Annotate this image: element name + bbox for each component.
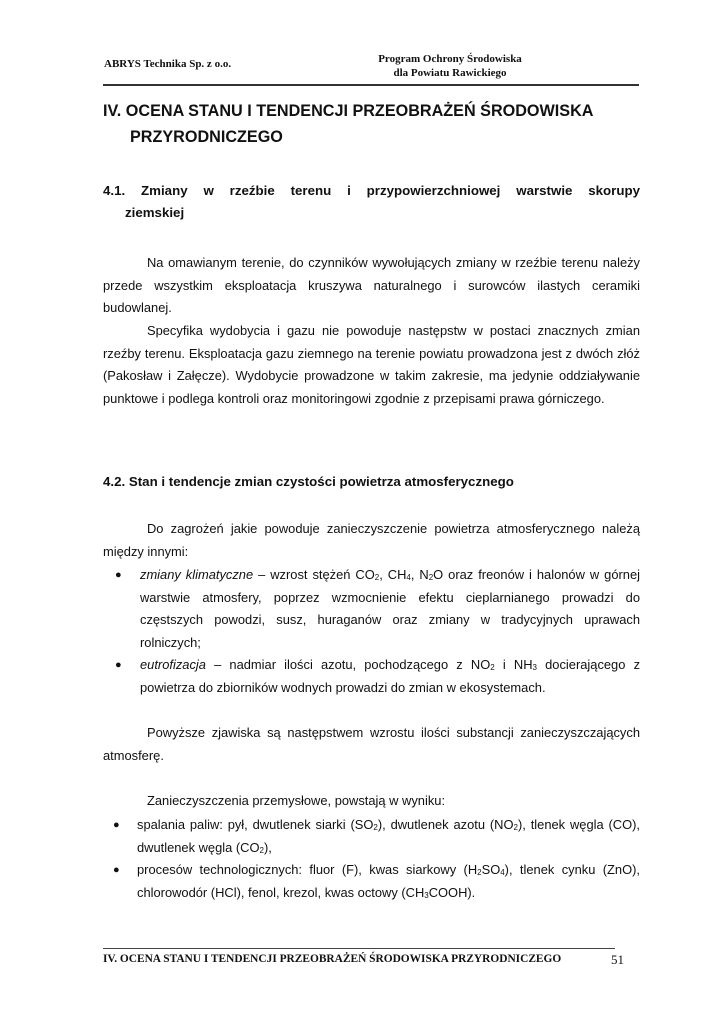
industrial-list bbox=[103, 814, 640, 904]
header-rule bbox=[103, 84, 639, 86]
page-number: 51 bbox=[611, 952, 624, 967]
header-program-line2: dla Powiatu Rawickiego bbox=[393, 67, 507, 79]
threats-list bbox=[103, 564, 640, 700]
footer-title: IV. OCENA STANU I TENDENCJI PRZEOBRAŻEŃ ŚRODOWISKA PRZYRODNICZEGO bbox=[103, 953, 562, 965]
section-4-2-title: 4.2. Stan i tendencje zmian czystości powietrza atmosferycznego bbox=[103, 474, 514, 489]
list-item: ● procesów technologicznych: fluor (F), kwas siarkowy $(H_2SO_4)$, tlenek cynku (ZnO), chlorowodór (HCl), fenol, krezol, kwas octowy $(CH_3COOH)$. bbox=[103, 859, 640, 904]
footer-rule bbox=[103, 948, 615, 949]
bullet-icon: ● bbox=[113, 819, 120, 831]
section-4-1-paragraph-2: Specyfika wydobycia i gazu nie powoduje następstw w postaci znacznych zmian rzeźby terenu. Eksploatacja gazu ziemnego na terenie powiatu prowadzona jest z dwóch złóż (Pakosław i Załęcze). Wydobycie prowadzone w takim zakresie, ma jedynie oddziaływanie punktowe i podlega kontroli oraz monitoringowi zgodnie z przepisami prawa górniczego. bbox=[103, 323, 640, 406]
section-4-1-paragraph-1: Na omawianym terenie, do czynników wywołujących zmiany w rzeźbie terenu należy przede wszystkim eksploatacja kruszywa naturalnego i surowców ilastych ceramiki budowlanej. bbox=[103, 255, 640, 316]
section-4-1-title: 4.1. Zmiany w rzeźbie terenu i przypowierzchniowej warstwie skorupy bbox=[103, 183, 640, 198]
term: eutrofizacja bbox=[140, 657, 206, 673]
header-company: ABRYS Technika Sp. z o.o. bbox=[104, 58, 232, 70]
list-item: ● spalania paliw: pył, dwutlenek siarki $(SO_2)$, dwutlenek azotu $(NO_2)$, tlenek węgla (CO), dwutlenek węgla $(CO_2)$, bbox=[103, 814, 640, 859]
chapter-title-line1: IV. OCENA STANU I TENDENCJI PRZEOBRAŻEŃ ŚRODOWISKA bbox=[103, 102, 594, 120]
bullet-icon: ● bbox=[113, 864, 120, 877]
bullet-icon: ● bbox=[115, 659, 122, 672]
header-program-line1: Program Ochrony Środowiska bbox=[378, 53, 522, 65]
term: zmiany klimatyczne bbox=[140, 567, 254, 582]
effects-paragraph: Powyższe zjawiska są następstwem wzrostu ilości substancji zanieczyszczających atmosferę. bbox=[103, 725, 640, 763]
list-item: ● zmiany klimatyczne – wzrost stężeń $CO_2$, $CH_4$, $N_2O$ oraz freonów i halonów w górnej warstwie atmosfery, poprzez wzmocnienie efektu cieplarnianego prowadzi do częstszych powodzi, susz, huraganów oraz zmiany w tradycyjnych uprawach rolniczych; bbox=[103, 564, 640, 654]
header-program bbox=[340, 52, 560, 80]
industrial-intro: Zanieczyszczenia przemysłowe, powstają w wyniku: bbox=[147, 793, 446, 808]
section-4-2-intro: Do zagrożeń jakie powoduje zanieczyszczenie powietrza atmosferycznego należą między innymi: bbox=[103, 521, 640, 559]
bullet-icon: ● bbox=[115, 569, 122, 581]
chapter-title bbox=[103, 98, 643, 150]
section-4-1-title-cont: ziemskiej bbox=[125, 205, 185, 220]
list-item: ● eutrofizacja – nadmiar ilości azotu, pochodzącego z $NO_2$ i $NH_3$ docierającego z powietrza do zbiorników wodnych prowadzi do zmian w ekosystemach. bbox=[103, 654, 640, 699]
chapter-title-line2: PRZYRODNICZEGO bbox=[130, 128, 283, 146]
